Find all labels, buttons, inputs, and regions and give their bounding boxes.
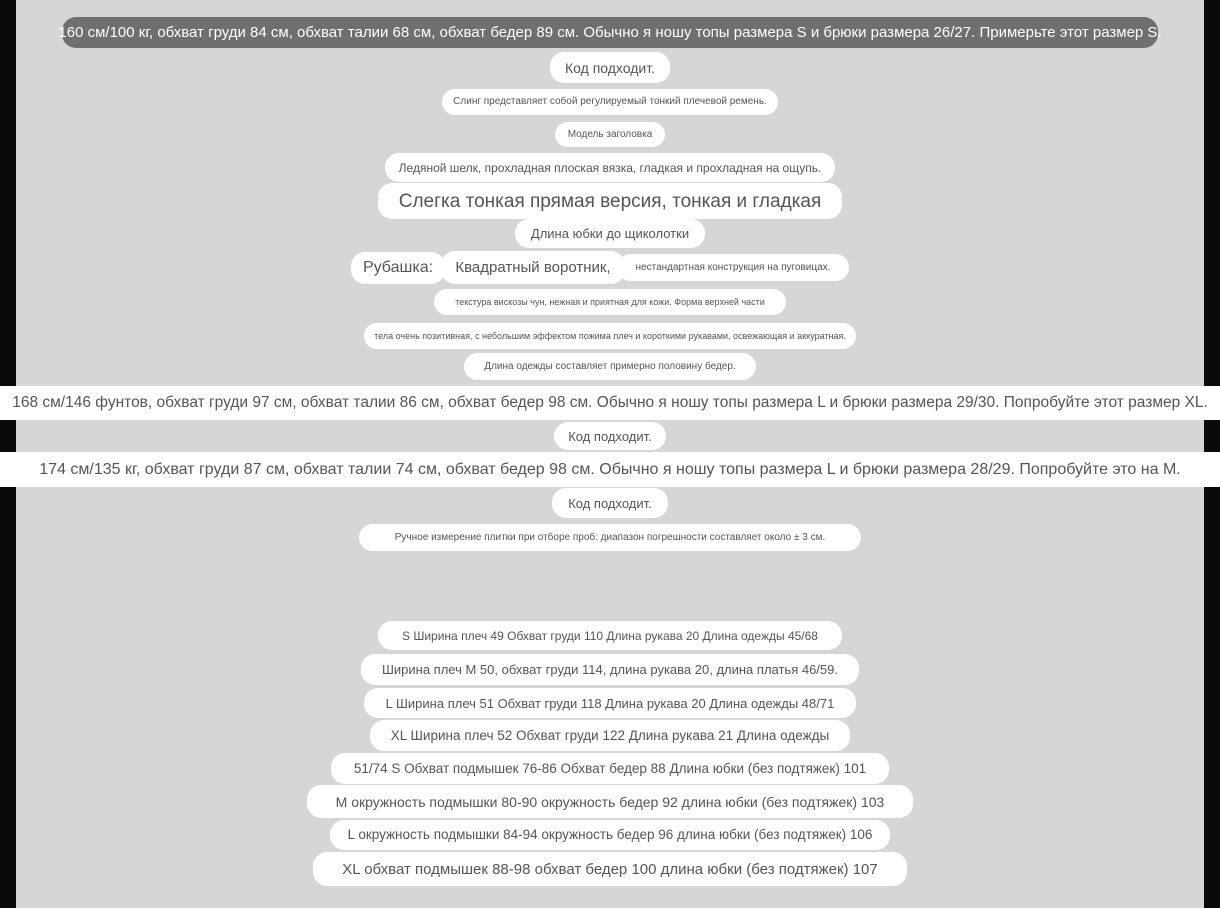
skirt-length-label: Длина юбки до щиколотки	[515, 219, 705, 248]
customer-review-line-2: 168 см/146 фунтов, обхват груди 97 см, обхват талии 86 см, обхват бедер 98 см. Обычно я ношу топы размера L и брюки размера 29/30. Попробуйте этот размер XL.	[0, 386, 1220, 420]
size-m-top-measurements: Ширина плеч M 50, обхват груди 114, длина рукава 20, длина платья 46/59.	[361, 654, 859, 685]
cut-description: Слегка тонкая прямая версия, тонкая и гладкая	[378, 183, 842, 219]
code-fits-label-2: Код подходит.	[554, 422, 666, 450]
square-collar-label: Квадратный воротник,	[441, 251, 625, 284]
sling-description: Слинг представляет собой регулируемый тонкий плечевой ремень.	[442, 89, 778, 115]
size-l-top-measurements: L Ширина плеч 51 Обхват груди 118 Длина рукава 20 Длина одежды 48/71	[364, 688, 856, 718]
measurement-error-note: Ручное измерение плитки при отборе проб: диапазон погрешности составляет около ± 3 см.	[359, 524, 861, 551]
code-fits-label-1: Код подходит.	[550, 52, 670, 83]
size-l-skirt-measurements: L окружность подмышки 84-94 окружность бедер 96 длина юбки (без подтяжек) 106	[330, 820, 890, 850]
shirt-label: Рубашка:	[351, 252, 445, 284]
size-s-top-measurements: S Ширина плеч 49 Обхват груди 110 Длина рукава 20 Длина одежды 45/68	[378, 621, 842, 650]
fabric-description: Ледяной шелк, прохладная плоская вязка, гладкая и прохладная на ощупь.	[385, 153, 835, 182]
garment-length-description: Длина одежды составляет примерно половину бедер.	[464, 353, 756, 380]
customer-review-line-1: 160 см/100 кг, обхват груди 84 см, обхват талии 68 см, обхват бедер 89 см. Обычно я ношу топы размера S и брюки размера 26/27. Примерьте этот размер S.	[62, 17, 1158, 48]
code-fits-label-3: Код подходит.	[552, 488, 668, 518]
upper-body-shape-description: тела очень позитивная, с небольшим эффектом пожима плеч и короткими рукавами, освежающая и аккуратная.	[364, 323, 856, 349]
size-xl-top-measurements: XL Ширина плеч 52 Обхват груди 122 Длина рукава 21 Длина одежды	[370, 720, 850, 751]
size-xl-skirt-measurements: XL обхват подмышек 88-98 обхват бедер 100 длина юбки (без подтяжек) 107	[313, 852, 907, 886]
button-design-label: нестандартная конструкция на пуговицах.	[617, 254, 849, 281]
viscose-texture-description: текстура вискозы чун, нежная и приятная для кожи. Форма верхней части	[434, 289, 786, 315]
customer-review-line-3: 174 см/135 кг, обхват груди 87 см, обхват талии 74 см, обхват бедер 98 см. Обычно я ношу топы размера L и брюки размера 28/29. Попробуйте это на M.	[0, 452, 1220, 487]
size-m-skirt-measurements: M окружность подмышки 80-90 окружность бедер 92 длина юбки (без подтяжек) 103	[307, 785, 913, 818]
size-s-skirt-measurements: 51/74 S Обхват подмышек 76-86 Обхват бедер 88 Длина юбки (без подтяжек) 101	[331, 753, 889, 784]
title-model-label: Модель заголовка	[555, 122, 665, 147]
